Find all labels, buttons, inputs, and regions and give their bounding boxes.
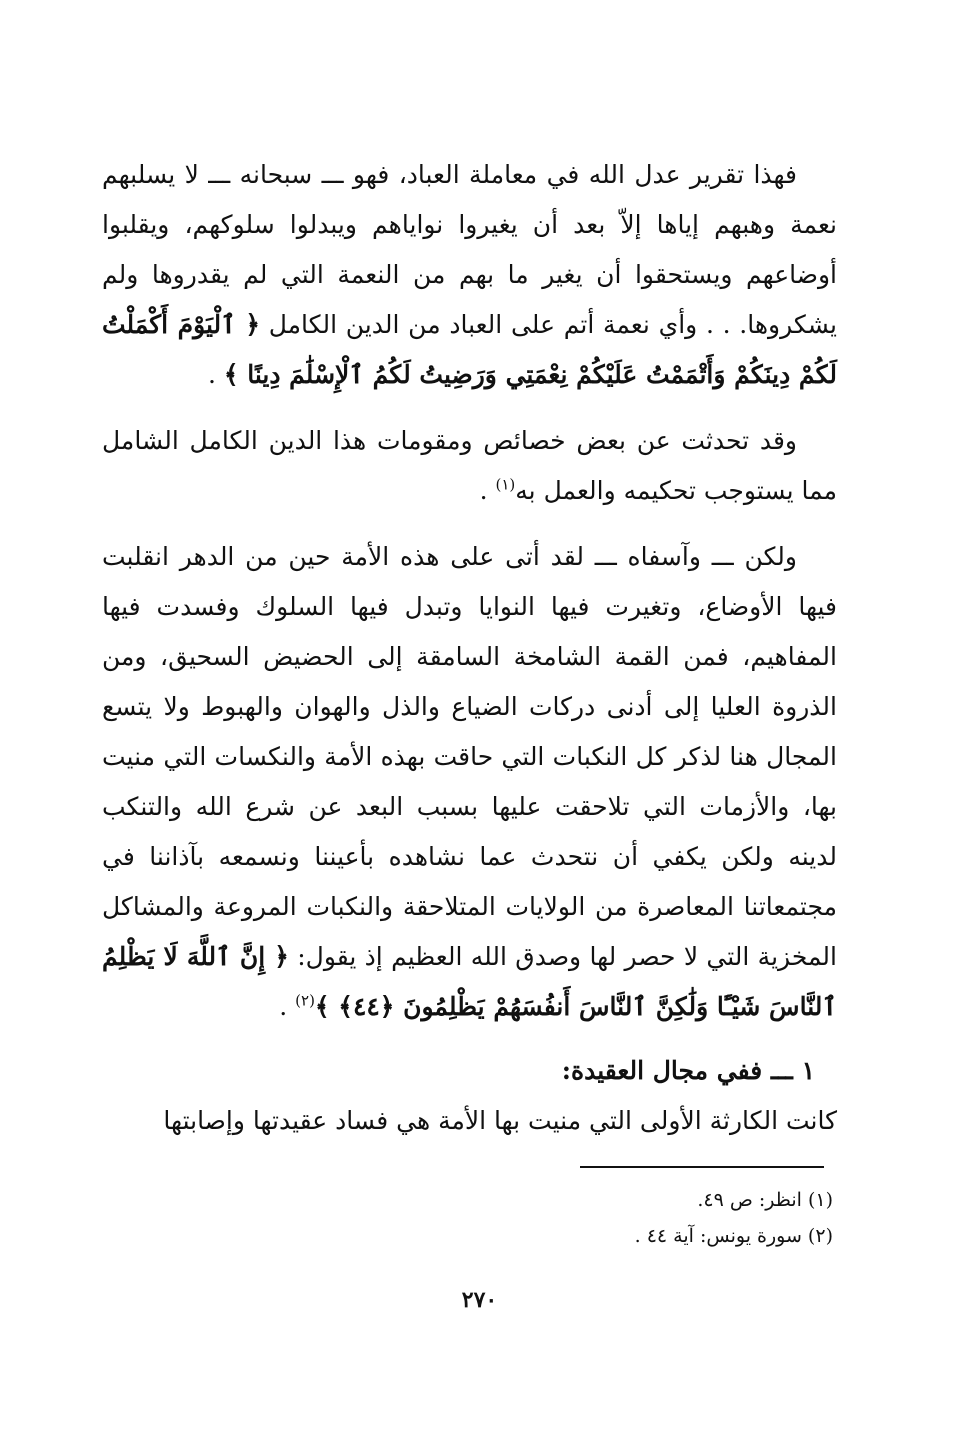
paragraph-2 bbox=[102, 416, 837, 516]
footnote-1: (١) انظر: ص ٤٩. bbox=[697, 1189, 833, 1211]
paragraph-3-text: ولكن ـــ وآسفاه ـــ لقد أتى على هذه الأمة حين من الدهر انقلبت فيها الأوضاع، وتغيرت فيها النوايا وتبدل فيها السلوك وفسدت فيها المفاهيم، فمن القمة الشامخة السامقة إلى الحضيض السحيق، ومن الذروة العليا إلى أدنى دركات الضياع والذل والهوان والهبوط ولا يتسع المجال هنا لذكر كل النكبات التي حاقت بهذه الأمة والنكسات التي منيت بها، والأزمات التي تلاحقت عليها بسبب البعد عن شرع الله والتنكب لدينه ولكن يكفي أن نتحدث عما نشاهده بأعيننا ونسمعه بآذاننا في مجتمعاتنا المعاصرة من الولايات المتلاحقة والنكبات المروعة والمشاكل المخزية التي لا حصر لها وصدق الله العظيم إذ يقول: bbox=[102, 542, 837, 971]
paragraph-1 bbox=[102, 150, 837, 400]
footnotes bbox=[635, 1182, 833, 1254]
paragraph-2-text: وقد تحدثت عن بعض خصائص ومقومات هذا الدين الكامل الشامل مما يستوجب تحكيمه والعمل به bbox=[102, 426, 837, 505]
main-text bbox=[102, 150, 837, 1146]
footnote-2: (٢) سورة يونس: آية ٤٤ . bbox=[634, 1225, 833, 1247]
paragraph-4: كانت الكارثة الأولى التي منيت بها الأمة هي فساد عقيدتها وإصابتها bbox=[163, 1106, 837, 1135]
footnote-ref-2: (٢) bbox=[295, 991, 315, 1010]
page-number: ٢٧٠ bbox=[461, 1287, 498, 1313]
paragraph-2-end: . bbox=[479, 476, 496, 505]
paragraph-3 bbox=[102, 532, 837, 1032]
footnote-ref-1: (١) bbox=[495, 475, 516, 494]
section-heading: ١ ـــ ففي مجال العقيدة: bbox=[561, 1056, 815, 1085]
paragraph-1-end: . bbox=[207, 360, 224, 389]
paragraph-1-text: فهذا تقرير عدل الله في معاملة العباد، فهو ـــ سبحانه ـــ لا يسلبهم نعمة وهبهم إياها إلاّ بعد أن يغيروا نواياهم ويبدلوا سلوكهم، ويقلبوا أوضاعهم ويستحقوا أن يغير ما بهم من النعمة التي لم يقدروها ولم يشكروها. . . وأي نعمة أتم على العباد من الدين الكامل bbox=[102, 160, 837, 339]
quran-verse-2: ﴿ إِنَّ ٱللَّهَ لَا يَظْلِمُ ٱلنَّاسَ شَيْـًٔا وَلَٰكِنَّ ٱلنَّاسَ أَنفُسَهُمْ يَظْلِمُونَ ﴿٤٤﴾ ﴾ bbox=[102, 942, 837, 1021]
quran-verse-1: ﴿ ٱلْيَوْمَ أَكْمَلْتُ لَكُمْ دِينَكُمْ وَأَتْمَمْتُ عَلَيْكُمْ نِعْمَتِي وَرَضِيتُ لَكُمُ ٱلْإِسْلَٰمَ دِينًا ﴾ bbox=[102, 310, 837, 389]
footnote-divider bbox=[580, 1166, 824, 1168]
paragraph-3-end: . bbox=[279, 992, 296, 1021]
